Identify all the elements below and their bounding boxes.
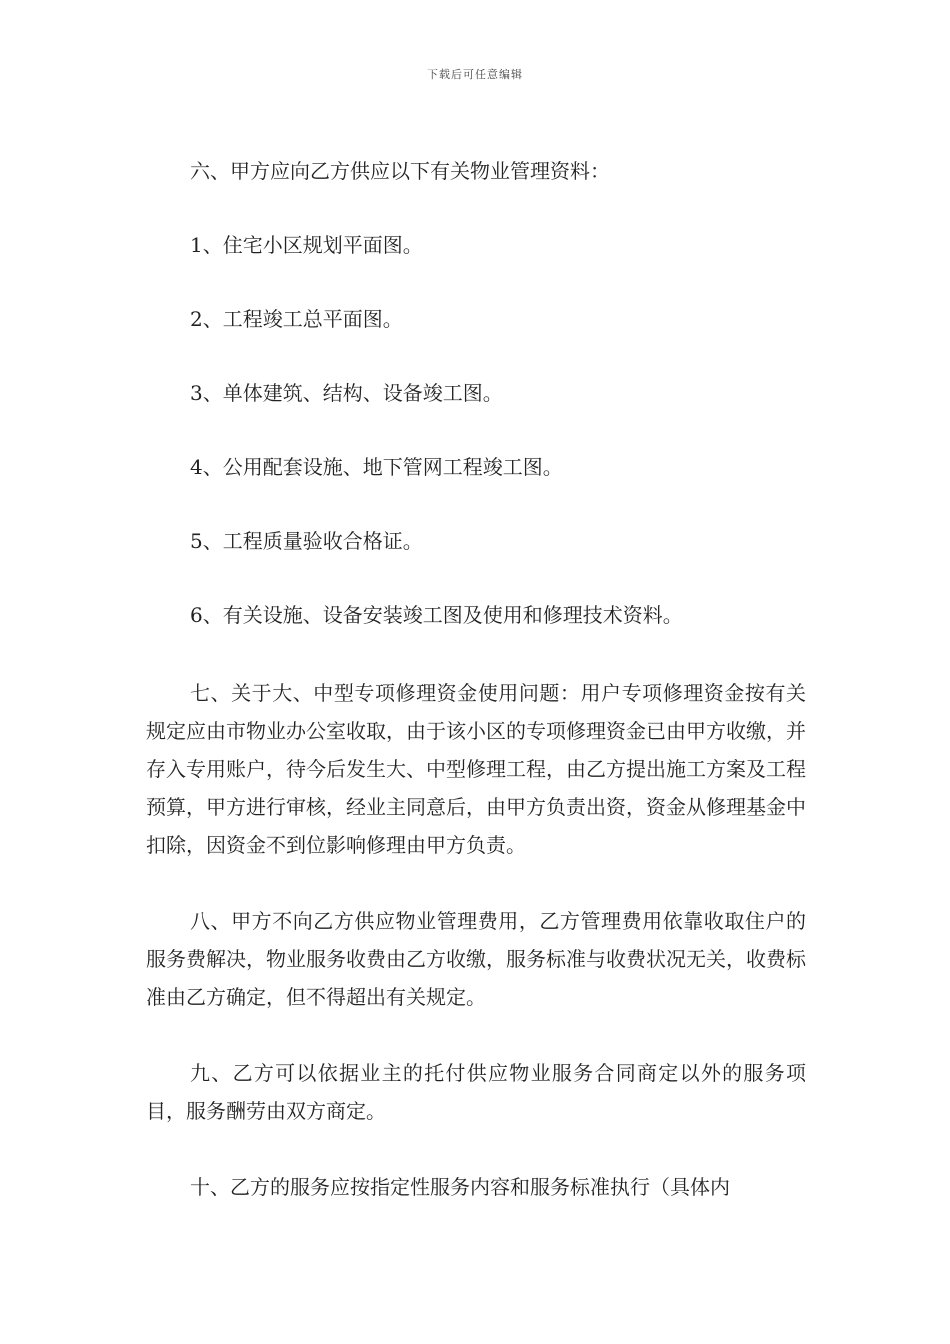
section-6-title: 六、甲方应向乙方供应以下有关物业管理资料： xyxy=(190,159,610,183)
list-item: 3、单体建筑、结构、设备竣工图。 xyxy=(190,381,503,405)
list-item: 6、有关设施、设备安装竣工图及使用和修理技术资料。 xyxy=(190,603,683,627)
list-item: 1、住宅小区规划平面图。 xyxy=(190,233,423,257)
list-item: 4、公用配套设施、地下管网工程竣工图。 xyxy=(190,455,563,479)
header-note: 下载后可任意编辑 xyxy=(427,68,523,81)
list-item: 2、工程竣工总平面图。 xyxy=(190,307,403,331)
section-9-paragraph: 九、乙方可以依据业主的托付供应物业服务合同商定以外的服务项目，服务酬劳由双方商定。 xyxy=(146,1061,806,1123)
section-10-paragraph: 十、乙方的服务应按指定性服务内容和服务标准执行（具体内 xyxy=(190,1175,730,1199)
section-8-paragraph: 八、甲方不向乙方供应物业管理费用，乙方管理费用依靠收取住户的服务费解决，物业服务收费由乙方收缴，服务标准与收费状况无关，收费标准由乙方确定，但不得超出有关规定。 xyxy=(146,909,806,1009)
section-7-paragraph: 七、关于大、中型专项修理资金使用问题：用户专项修理资金按有关规定应由市物业办公室收取，由于该小区的专项修理资金已由甲方收缴，并存入专用账户，待今后发生大、中型修理工程，由乙方提出施工方案及工程预算，甲方进行审核，经业主同意后，由甲方负责出资，资金从修理基金中扣除，因资金不到位影响修理由甲方负责。 xyxy=(146,681,806,857)
list-item: 5、工程质量验收合格证。 xyxy=(190,529,423,553)
document-body xyxy=(146,156,806,1206)
